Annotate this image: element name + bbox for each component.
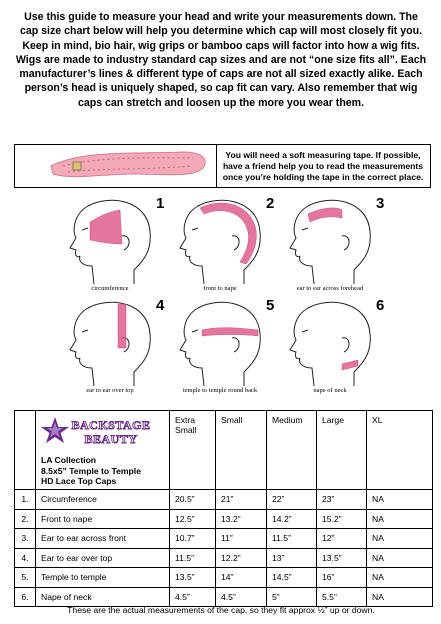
table-row [15, 568, 433, 588]
diagram-number: 5 [266, 297, 275, 314]
diagram-number: 6 [376, 297, 385, 314]
table-row [15, 529, 433, 549]
size-value-cell: 14” [216, 568, 267, 588]
size-value-cell: 4.5” [216, 587, 267, 607]
size-value-cell: 14.5” [267, 568, 317, 588]
diagram-number: 3 [376, 195, 385, 212]
size-value-cell: 14.2” [267, 509, 317, 529]
size-value-cell: 21” [216, 490, 267, 510]
size-value-cell: 13.5” [317, 548, 367, 568]
row-number: 3. [15, 529, 36, 549]
size-value-cell: 12.2” [216, 548, 267, 568]
diagram-caption: temple to temple round back [182, 387, 258, 394]
size-value-cell: 16” [317, 568, 367, 588]
size-value-cell: 11” [216, 529, 267, 549]
diagram-caption: nape of neck [313, 387, 347, 394]
row-number: 5. [15, 568, 36, 588]
row-number: 2. [15, 509, 36, 529]
row-label: Temple to temple [36, 568, 170, 588]
tape-note: You will need a soft measuring tape. If possible, have a friend help you to read the measurements once you’re holding the tape in the correct place. [222, 150, 424, 182]
table-row [15, 509, 433, 529]
row-label: Front to nape [36, 509, 170, 529]
backstage-beauty-logo [41, 415, 161, 451]
row-number: 6. [15, 587, 36, 607]
intro-paragraph: Use this guide to measure your head and write your measurements down. The cap size chart below will help you determine which cap will most closely fit you. Keep in mind, bio hair, wig grips or bamboo caps will factor into how a wig fits. Wigs are made to industry standard cap sizes and are not “one size fits all”. Each manufacturer’s lines & different type of caps are not all sized exactly alike. Each person’s head is uniquely shaped, so cap fit can vary. Also remember that wig caps can stretch and loosen up the more you wear them. [15, 11, 427, 109]
brand-cell [36, 411, 170, 490]
diagram-caption: front to nape [203, 285, 237, 292]
head-diagram-1 [70, 195, 164, 292]
size-value-cell: 5.5” [317, 587, 367, 607]
row-label: Nape of neck [36, 587, 170, 607]
head-diagram-6 [290, 297, 384, 394]
size-value-cell: 12” [317, 529, 367, 549]
table-row [15, 490, 433, 510]
size-value-cell: 11.5” [170, 548, 216, 568]
diagram-number: 2 [266, 195, 275, 212]
tape-box-divider [216, 145, 217, 187]
size-value-cell: 10.7” [170, 529, 216, 549]
size-value-cell: NA [367, 587, 433, 607]
diagram-number: 1 [156, 195, 165, 212]
size-value-cell: 11.5” [267, 529, 317, 549]
size-value-cell: NA [367, 568, 433, 588]
row-label: Circumference [36, 490, 170, 510]
size-value-cell: 12.5” [170, 509, 216, 529]
size-value-cell: 22” [267, 490, 317, 510]
size-value-cell: 15.2” [317, 509, 367, 529]
row-number: 4. [15, 548, 36, 568]
size-value-cell: 13.5” [170, 568, 216, 588]
measurement-diagrams [60, 192, 385, 394]
diagram-number: 4 [156, 297, 165, 314]
row-label: Ear to ear across front [36, 529, 170, 549]
column-header-small: Small [216, 411, 267, 490]
column-header-medium: Medium [267, 411, 317, 490]
logo-brand-line1: BACKSTAGE [71, 418, 151, 432]
logo-brand-line2: BEAUTY [84, 432, 138, 446]
column-header-xl: XL [367, 411, 433, 490]
collection-line1: LA Collection [41, 455, 97, 465]
diagram-caption: ear to ear across forehead [296, 285, 364, 292]
diagram-caption: ear to ear over top [86, 387, 134, 394]
size-value-cell: 4.5” [170, 587, 216, 607]
table-row [15, 548, 433, 568]
table-header-row [15, 411, 433, 490]
head-diagram-3 [290, 195, 384, 292]
row-label: Ear to ear over top [36, 548, 170, 568]
footer-note: These are the actual measurements of the cap, so they fit approx ½” up or down. [67, 605, 375, 615]
size-value-cell: 13” [267, 548, 317, 568]
measuring-tape-image [43, 144, 213, 188]
collection-name [41, 455, 164, 487]
column-header-large: Large [317, 411, 367, 490]
size-value-cell: NA [367, 490, 433, 510]
size-value-cell: NA [367, 529, 433, 549]
table-row [15, 587, 433, 607]
head-diagram-2 [180, 195, 274, 292]
column-header-xs: Extra Small [170, 411, 216, 490]
row-number: 1. [15, 490, 36, 510]
size-value-cell: 23” [317, 490, 367, 510]
collection-line3: HD Lace Top Caps [41, 476, 117, 486]
header-blank [15, 411, 36, 490]
cap-size-table [14, 410, 433, 607]
size-value-cell: NA [367, 548, 433, 568]
measuring-tape-box [14, 144, 431, 188]
size-value-cell: NA [367, 509, 433, 529]
size-value-cell: 5” [267, 587, 317, 607]
size-value-cell: 13.2” [216, 509, 267, 529]
head-diagram-5 [180, 297, 274, 394]
collection-line2: 8.5x5” Temple to Temple [41, 465, 141, 476]
head-diagram-4 [70, 297, 165, 394]
size-value-cell: 20.5” [170, 490, 216, 510]
diagram-caption: circumference [91, 285, 129, 292]
